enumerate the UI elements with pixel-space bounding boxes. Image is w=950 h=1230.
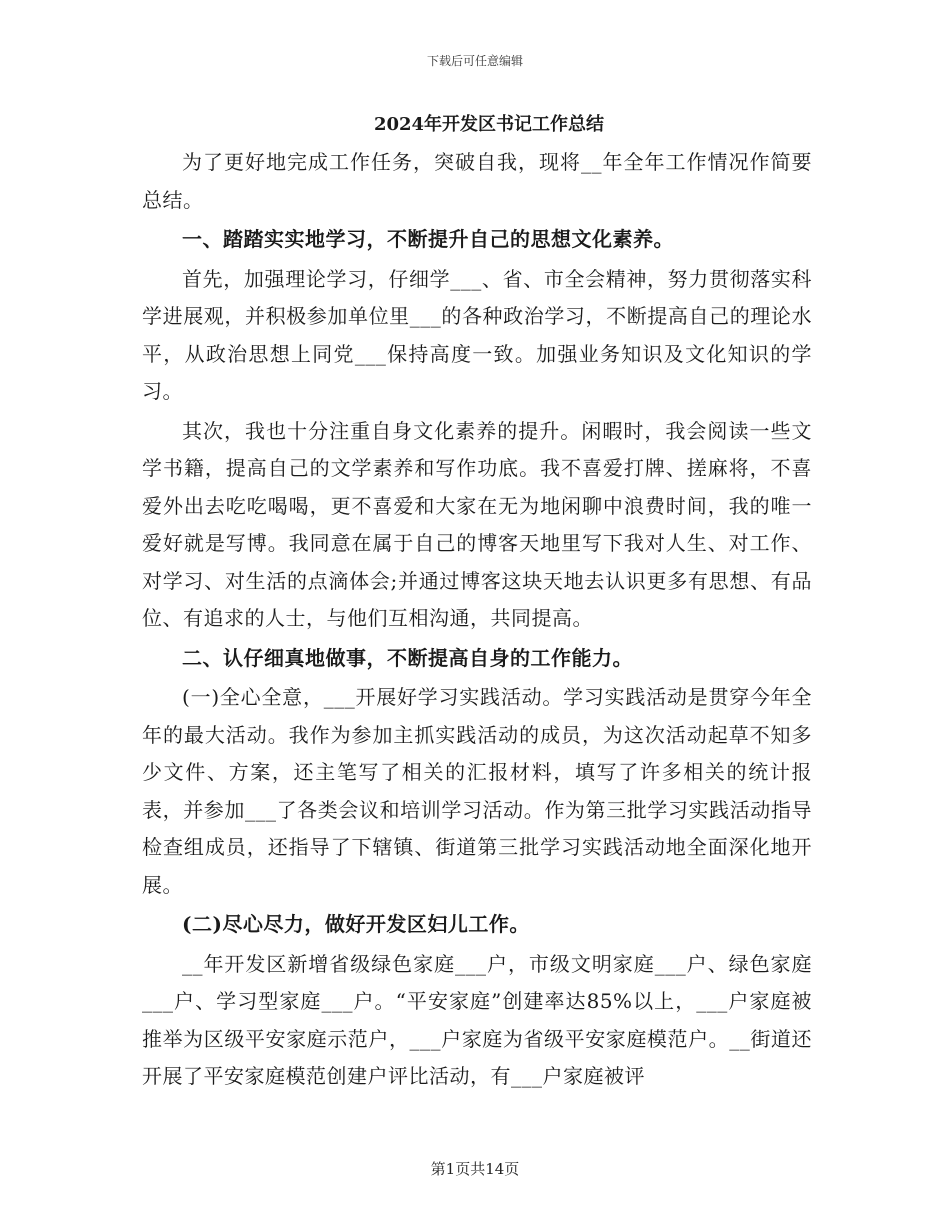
page-header: 下载后可任意编辑 [426,54,523,68]
body-paragraph: 其次，我也十分注重自身文化素养的提升。闲暇时，我会阅读一些文学书籍，提高自己的文学素养和写作功底。我不喜爱打牌、搓麻将，不喜爱外出去吃吃喝喝，更不喜爱和大家在无为地闲聊中浪费时间，我的唯一爱好就是写博。我同意在属于自己的博客天地里写下我对人生、对工作、对学习、对生活的点滴体会;并通过博客这块天地去认识更多有思想、有品位、有追求的人士，与他们互相沟通，共同提高。 [142,418,812,630]
body-paragraph: __年开发区新增省级绿色家庭___户，市级文明家庭___户、绿色家庭___户、学习型家庭___户。“平安家庭”创建率达85%以上，___户家庭被推举为区级平安家庭示范户，___户家庭为省级平安家庭模范户。__街道还开展了平安家庭模范创建户评比活动，有___户家庭被评 [142,951,812,1088]
body-paragraph: 首先，加强理论学习，仔细学___、省、市全会精神，努力贯彻落实科学进展观，并积极参加单位里___的各种政治学习，不断提高自己的理论水平，从政治思想上同党___保持高度一致。加强业务知识及文化知识的学习。 [142,266,812,403]
page-number: 第1页共14页 [430,1160,520,1178]
section-heading-1: 一、踏踏实实地学习，不断提升自己的思想文化素养。 [182,227,674,251]
document-title: 2024年开发区书记工作总结 [373,114,605,135]
body-paragraph: (一)全心全意，___开展好学习实践活动。学习实践活动是贯穿今年全年的最大活动。我作为参加主抓实践活动的成员，为这次活动起草不知多少文件、方案，还主笔写了相关的汇报材料，填写了许多相关的统计报表，并参加___了各类会议和培训学习活动。作为第三批学习实践活动指导检查组成员，还指导了下辖镇、街道第三批学习实践活动地全面深化地开展。 [142,685,812,897]
document-body [142,106,812,1096]
intro-paragraph: 为了更好地完成工作任务，突破自我，现将__年全年工作情况作简要总结。 [142,150,812,212]
section-heading-2: 二、认仔细真地做事，不断提高自身的工作能力。 [182,645,633,670]
subsection-heading: (二)尽心尽力，做好开发区妇儿工作。 [182,912,530,936]
